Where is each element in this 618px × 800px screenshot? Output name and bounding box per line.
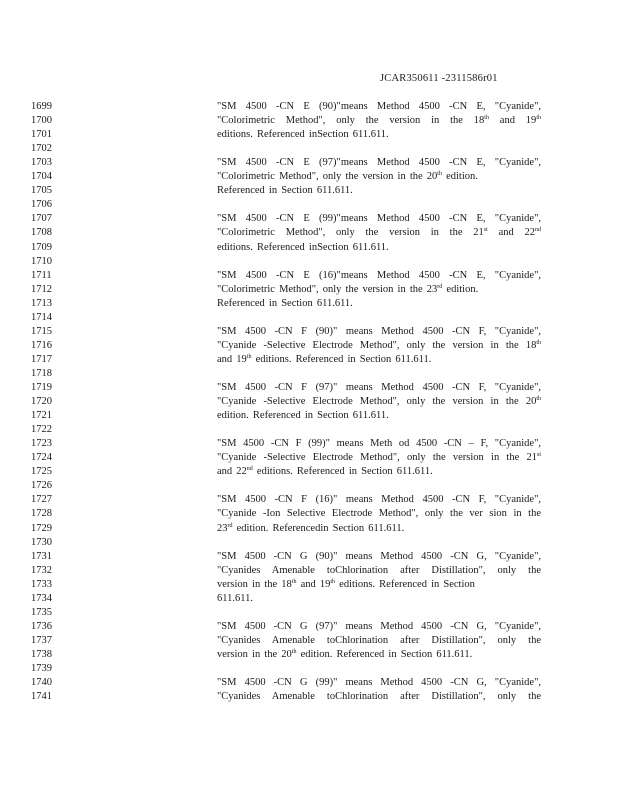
ordinal-superscript: st [483, 227, 488, 234]
line-number: 1716 [31, 339, 52, 351]
line-number: 1699 [31, 101, 52, 112]
line-text: Referenced in Section 611.611. [217, 297, 353, 309]
line-number: 1737 [31, 634, 52, 646]
line-number: 1713 [31, 297, 52, 309]
document-line [0, 437, 618, 451]
line-text: "Cyanides Amenable toChlorination after Distillation", only the [217, 691, 541, 703]
line-text: and 22nd editions. Referenced in Section 611.611. [217, 466, 433, 478]
line-text: "SM 4500 -CN E (99)"means Method 4500 -CN E, "Cyanide", [217, 213, 541, 225]
line-number: 1712 [31, 283, 52, 295]
line-number: 1740 [31, 677, 52, 689]
line-text: "SM 4500 -CN E (97)"means Method 4500 -CN E, "Cyanide", [217, 157, 541, 169]
line-number: 1722 [31, 424, 52, 436]
line-text: "Cyanides Amenable toChlorination after Distillation", only the [217, 634, 541, 646]
ordinal-superscript: th [536, 339, 541, 346]
document-line [0, 592, 618, 606]
line-number: 1726 [31, 480, 52, 492]
document-line [0, 226, 618, 240]
line-text: 23rd edition. Referencedin Section 611.611. [217, 522, 405, 534]
line-text: "Colorimetric Method", only the version in the 21st and 22nd [217, 227, 541, 239]
line-number: 1723 [31, 438, 52, 450]
line-number: 1704 [31, 171, 52, 183]
document-line [0, 578, 618, 592]
document-line [0, 198, 618, 212]
line-text: "Colorimetric Method", only the version in the 23rd edition. [217, 283, 479, 295]
document-line [0, 353, 618, 367]
document-line [0, 409, 618, 423]
document-line [0, 395, 618, 409]
line-text: version in the 18th and 19th editions. Referenced in Section [217, 578, 475, 590]
document-line [0, 465, 618, 479]
ordinal-superscript: th [437, 171, 442, 178]
ordinal-superscript: th [291, 578, 297, 585]
line-text: "Cyanide -Ion Selective Electrode Method", only the ver sion in the [217, 508, 541, 520]
document-line [0, 142, 618, 156]
line-number: 1733 [31, 578, 52, 590]
ordinal-superscript: th [246, 353, 252, 360]
document-line [0, 170, 618, 184]
line-text: edition. Referenced in Section 611.611. [217, 410, 389, 422]
document-line [0, 676, 618, 690]
ordinal-superscript: th [291, 648, 297, 655]
document-line [0, 493, 618, 507]
line-text: "Cyanides Amenable toChlorination after Distillation", only the [217, 564, 541, 576]
document-line [0, 564, 618, 578]
line-number: 1739 [31, 663, 52, 674]
line-number: 1717 [31, 353, 52, 365]
line-text: "SM 4500 -CN G (97)" means Method 4500 -CN G, "Cyanide", [217, 620, 541, 632]
document-line [0, 634, 618, 648]
line-number: 1705 [31, 185, 52, 197]
line-number: 1727 [31, 494, 52, 506]
line-number: 1730 [31, 536, 52, 548]
line-text: editions. Referenced inSection 611.611. [217, 129, 389, 141]
document-line [0, 255, 618, 269]
document-line [0, 606, 618, 620]
line-number: 1735 [31, 606, 52, 618]
document-line [0, 423, 618, 437]
line-text: "Cyanide -Selective Electrode Method", only the version in the 20th [217, 396, 541, 408]
document-line [0, 550, 618, 564]
line-text: "SM 4500 -CN F (90)" means Method 4500 -CN F, "Cyanide", [217, 325, 541, 337]
ordinal-superscript: rd [437, 283, 443, 290]
line-number: 1700 [31, 115, 52, 127]
document-line [0, 241, 618, 255]
ordinal-superscript: st [536, 452, 541, 459]
document-line [0, 269, 618, 283]
ordinal-superscript: th [484, 115, 489, 122]
line-number: 1731 [31, 550, 52, 562]
line-text: "Cyanide -Selective Electrode Method", only the version in the 21st [217, 452, 541, 464]
document-line [0, 212, 618, 226]
document-line [0, 325, 618, 339]
line-number: 1706 [31, 199, 52, 211]
line-text: "Colorimetric Method", only the version in the 18th and 19th [217, 115, 541, 127]
line-text: "Colorimetric Method", only the version in the 20th edition. [217, 171, 478, 183]
ordinal-superscript: rd [227, 522, 233, 529]
line-number: 1732 [31, 564, 52, 576]
line-number: 1715 [31, 325, 52, 337]
document-line [0, 311, 618, 325]
line-number: 1725 [31, 466, 52, 478]
document-line [0, 339, 618, 353]
ordinal-superscript: th [330, 578, 336, 585]
line-number: 1714 [31, 311, 52, 323]
ordinal-superscript: nd [246, 466, 253, 473]
line-number: 1702 [31, 143, 52, 155]
line-text: "SM 4500 -CN E (16)"means Method 4500 -CN E, "Cyanide", [217, 269, 541, 281]
line-number: 1729 [31, 522, 52, 534]
line-text: "SM 4500 -CN G (99)" means Method 4500 -CN G, "Cyanide", [217, 677, 541, 689]
line-number: 1718 [31, 367, 52, 379]
line-number: 1728 [31, 508, 52, 520]
document-line [0, 479, 618, 493]
document-line [0, 114, 618, 128]
document-line [0, 297, 618, 311]
line-text: version in the 20th edition. Referenced in Section 611.611. [217, 648, 473, 660]
document-line [0, 536, 618, 550]
document-line [0, 648, 618, 662]
ordinal-superscript: th [536, 396, 541, 403]
line-text: and 19th editions. Referenced in Section 611.611. [217, 353, 432, 365]
document-line [0, 100, 618, 114]
line-text: "SM 4500 -CN F (16)" means Method 4500 -CN F, "Cyanide", [217, 494, 541, 506]
document-line [0, 662, 618, 676]
line-text: 611.611. [217, 592, 253, 604]
line-number: 1734 [31, 592, 52, 604]
line-number: 1719 [31, 382, 52, 393]
document-line [0, 156, 618, 170]
line-text: "Cyanide -Selective Electrode Method", only the version in the 18th [217, 339, 541, 351]
line-number: 1721 [31, 410, 52, 422]
line-number: 1701 [31, 129, 52, 141]
document-line [0, 620, 618, 634]
ordinal-superscript: nd [535, 227, 541, 234]
document-line [0, 451, 618, 465]
line-text: "SM 4500 -CN F (97)" means Method 4500 -CN F, "Cyanide", [217, 382, 541, 393]
line-number: 1724 [31, 452, 52, 464]
line-number: 1720 [31, 396, 52, 408]
line-number: 1738 [31, 648, 52, 660]
ordinal-superscript: th [536, 115, 541, 122]
line-number: 1741 [31, 691, 52, 703]
document-line [0, 507, 618, 521]
line-text: "SM 4500 -CN F (99)" means Meth od 4500 -CN – F, "Cyanide", [217, 438, 541, 450]
document-line [0, 184, 618, 198]
line-number: 1736 [31, 620, 52, 632]
line-number: 1708 [31, 227, 52, 239]
document-line [0, 283, 618, 297]
line-text: Referenced in Section 611.611. [217, 185, 353, 197]
line-number: 1711 [31, 269, 52, 281]
document-line [0, 381, 618, 395]
line-number: 1707 [31, 213, 52, 225]
document-line [0, 690, 618, 704]
document-line [0, 367, 618, 381]
line-number: 1709 [31, 241, 52, 253]
line-text: "SM 4500 -CN G (90)" means Method 4500 -CN G, "Cyanide", [217, 550, 541, 562]
document-line [0, 522, 618, 536]
line-text: "SM 4500 -CN E (90)"means Method 4500 -CN E, "Cyanide", [217, 101, 541, 112]
line-number: 1710 [31, 255, 52, 267]
document-header: JCAR350611 -2311586r01 [380, 73, 498, 84]
line-text: editions. Referenced inSection 611.611. [217, 241, 389, 253]
document-line [0, 128, 618, 142]
line-number: 1703 [31, 157, 52, 169]
